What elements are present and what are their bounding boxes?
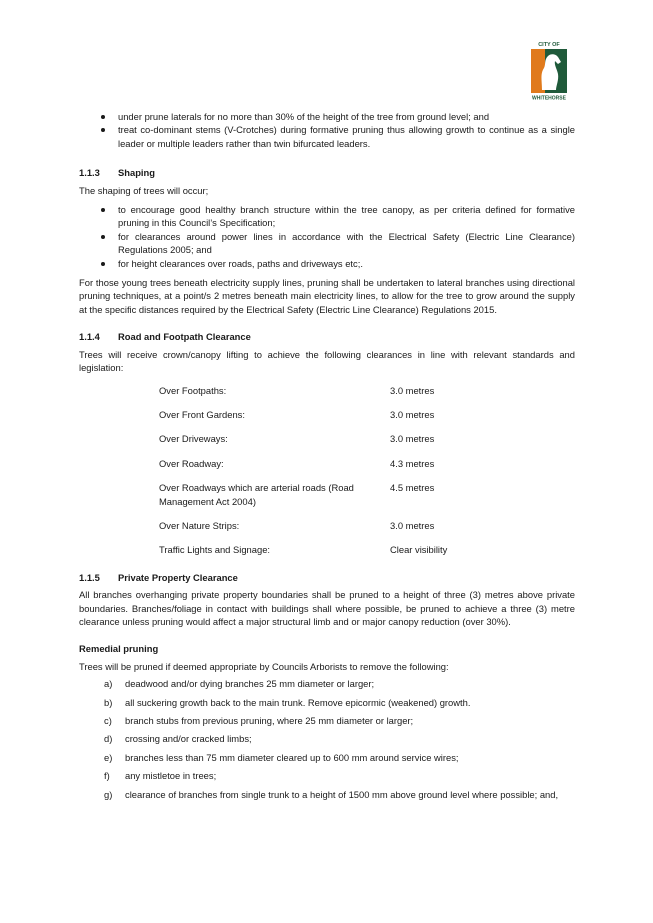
section-heading-shaping: 1.1.3 Shaping bbox=[79, 167, 155, 179]
horse-emblem-icon bbox=[528, 40, 570, 102]
list-item: treat co-dominant stems (V-Crotches) during formative pruning thus allowing growth to continue as a single leader or multiple leaders rather than twin bifurcated leaders. bbox=[79, 123, 575, 150]
logo-bottom-text: WHITEHORSE bbox=[532, 95, 566, 102]
intro-bullet-list bbox=[79, 110, 575, 150]
private-paragraph: All branches overhanging private property boundaries shall be pruned to a height of three (3) metres above private boundaries. Branches/foliage in contact with buildings shall where possible, be pruned to achieve a three (3) metre clearance unless pruning would affect a major structural limb and or major canopy reduction (over 30%). bbox=[79, 589, 575, 627]
bullet-icon bbox=[101, 262, 105, 266]
list-item: for height clearances over roads, paths and driveways etc;. bbox=[79, 257, 575, 270]
list-item: to encourage good healthy branch structure within the tree canopy, as per criteria defined for formative pruning in this Council’s Specification; bbox=[79, 203, 575, 230]
table-row: Over Nature Strips: 3.0 metres bbox=[159, 519, 435, 531]
remedial-list bbox=[79, 677, 575, 801]
section-heading-private-property: 1.1.5 Private Property Clearance bbox=[79, 571, 238, 583]
bullet-icon bbox=[101, 128, 105, 132]
list-item: g) clearance of branches from single trunk to a height of 1500 mm above ground level where possible; and, bbox=[104, 788, 559, 800]
shaping-paragraph: For those young trees beneath electricity supply lines, pruning shall be undertaken to lateral branches using directional pruning techniques, at a point/s 2 metres beneath main electricity lines, to allow for the tree to grow around the supply at the specific distances required by the Electrical Safety (Electric Line Clearance) Regulations 2015. bbox=[79, 277, 575, 315]
road-intro: Trees will receive crown/canopy lifting to achieve the following clearances in line with relevant standards and legislation: bbox=[79, 348, 575, 374]
shaping-bullet-list bbox=[79, 203, 575, 270]
bullet-icon bbox=[101, 208, 105, 212]
list-item: d) crossing and/or cracked limbs; bbox=[104, 733, 252, 745]
shaping-intro: The shaping of trees will occur; bbox=[79, 184, 209, 196]
list-item: a) deadwood and/or dying branches 25 mm diameter or larger; bbox=[104, 678, 375, 690]
list-item: c) branch stubs from previous pruning, where 25 mm diameter or larger; bbox=[104, 715, 414, 726]
section-heading-remedial: Remedial pruning bbox=[79, 643, 159, 655]
table-row: Traffic Lights and Signage: Clear visibility bbox=[159, 544, 448, 556]
list-item: for clearances around power lines in accordance with the Electrical Safety (Electric Line Clearance) Regulations 2005; and bbox=[79, 230, 575, 257]
city-of-whitehorse-logo bbox=[528, 40, 570, 102]
bullet-icon bbox=[101, 235, 105, 239]
logo-top-text: CITY OF bbox=[538, 42, 560, 48]
list-item: f) any mistletoe in trees; bbox=[104, 770, 217, 782]
table-row: Over Roadway: 4.3 metres bbox=[159, 457, 435, 469]
list-item: e) branches less than 75 mm diameter cleared up to 600 mm around service wires; bbox=[104, 751, 459, 763]
table-row: Over Roadways which are arterial roads (Road Management Act 2004) 4.5 metres bbox=[159, 482, 435, 507]
remedial-intro: Trees will be pruned if deemed appropriate by Councils Arborists to remove the following: bbox=[79, 660, 449, 672]
table-row: Over Front Gardens: 3.0 metres bbox=[159, 408, 435, 420]
table-row: Over Driveways: 3.0 metres bbox=[159, 433, 435, 445]
list-item: b) all suckering growth back to the main trunk. Remove epicormic (weakened) growth. bbox=[104, 696, 471, 708]
table-row: Over Footpaths: 3.0 metres bbox=[159, 384, 435, 396]
clearance-table bbox=[159, 384, 480, 557]
document-body bbox=[79, 110, 575, 806]
section-heading-road-footpath: 1.1.4 Road and Footpath Clearance bbox=[79, 331, 251, 343]
bullet-icon bbox=[101, 115, 105, 119]
list-item: under prune laterals for no more than 30% of the height of the tree from ground level; and bbox=[79, 110, 575, 123]
